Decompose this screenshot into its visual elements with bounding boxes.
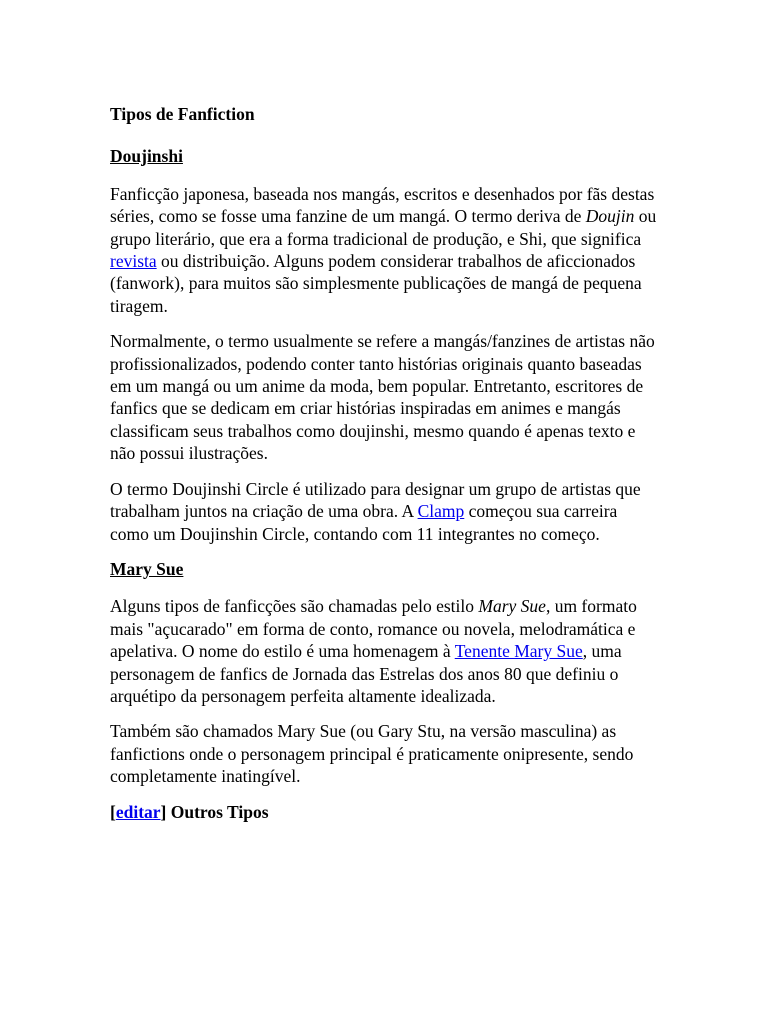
bracket-open: [: [110, 801, 116, 822]
text-run: O termo Doujinshi Circle é utilizado para designar um grupo de artistas que trabalham juntos na criação de uma obra. A: [110, 478, 641, 522]
document-page: [110, 103, 660, 823]
link-tenente-mary-sue[interactable]: Tenente Mary Sue: [454, 641, 583, 662]
link-revista[interactable]: revista: [110, 251, 157, 272]
edit-link[interactable]: editar: [115, 801, 161, 822]
paragraph-mary-sue-definition: [110, 595, 660, 707]
paragraph-mary-sue-gary-stu: Também são chamados Mary Sue (ou Gary Stu, na versão masculina) as fanfictions onde o personagem principal é praticamente onipresente, sendo completamente inatingível.: [110, 721, 634, 787]
emphasis-mary-sue: Mary Sue: [478, 596, 546, 617]
paragraph-doujinshi-circle: [110, 478, 660, 545]
text-run: começou sua carreira como um Doujinshin Circle, contando com 11 integrantes no começo.: [110, 501, 618, 544]
text-run: Alguns tipos de fanficções são chamadas pelo estilo: [110, 596, 479, 617]
bracket-close: ]: [160, 801, 167, 822]
paragraph-doujinshi-definition: [110, 183, 660, 317]
outros-tipos-label: Outros Tipos: [166, 801, 269, 822]
emphasis-doujin: Doujin: [585, 206, 635, 227]
text-run: , um formato mais "açucarado" em forma de conto, romance ou novela, melodramática e apelativa. O nome do estilo é uma homenagem à: [110, 596, 637, 662]
link-clamp[interactable]: Clamp: [417, 501, 465, 522]
section-heading-mary-sue: Mary Sue: [110, 558, 184, 579]
text-run: ou grupo literário, que era a forma tradicional de produção, e Shi, que significa: [110, 206, 657, 249]
text-run: ou distribuição. Alguns podem considerar trabalhos de aficcionados (fanwork), para muitos são simplesmente publicações de mangá de pequena tiragem.: [110, 251, 642, 316]
page-title: Tipos de Fanfiction: [110, 104, 255, 124]
paragraph-doujinshi-usage: Normalmente, o termo usualmente se refere a mangás/fanzines de artistas não profissionalizados, podendo conter tanto histórias originais quanto baseadas em um mangá ou um anime da moda, bem popular. Entretanto, escritores de fanfics que se dedicam em criar histórias inspiradas em animes e mangás classificam seus trabalhos como doujinshi, mesmo quando é apenas texto e não possui ilustrações.: [110, 331, 655, 464]
section-heading-outros-tipos: [110, 801, 660, 823]
text-run: Fanficção japonesa, baseada nos mangás, escritos e desenhados por fãs destas séries, como se fosse uma fanzine de um mangá. O termo deriva de: [110, 183, 655, 227]
text-run: , uma personagem de fanfics de Jornada das Estrelas dos anos 80 que definiu o arquétipo da personagem perfeita altamente idealizada.: [110, 641, 622, 706]
section-heading-doujinshi: Doujinshi: [110, 146, 183, 167]
